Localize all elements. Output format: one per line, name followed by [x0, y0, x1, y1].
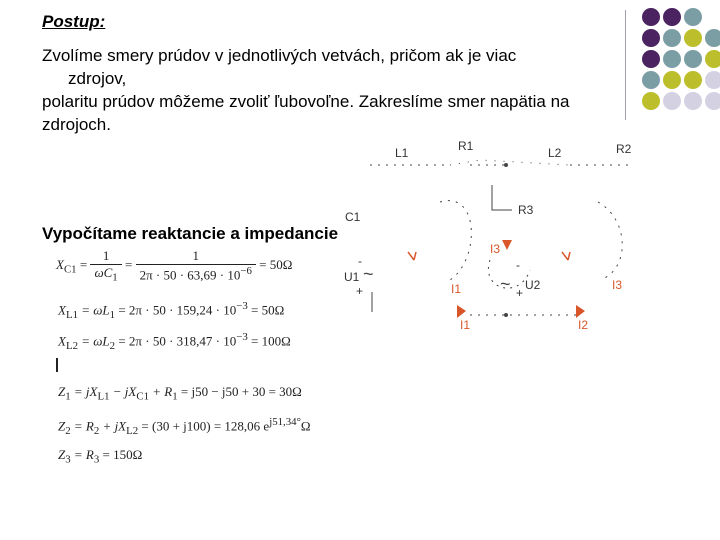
arrow-i1 [457, 305, 466, 318]
label-i2: I2 [578, 318, 589, 332]
eq-symbol: Z [58, 447, 66, 462]
eq-subscript: 2 [93, 424, 100, 437]
dot [642, 29, 660, 47]
label-r3: R3 [518, 203, 534, 217]
paragraph-line: zdrojov, [68, 69, 127, 88]
label-minus-u2: - [516, 258, 520, 272]
eq-subscript: 3 [93, 453, 100, 466]
eq-symbol: X [58, 333, 66, 349]
label-i1: I1 [460, 318, 471, 332]
eq-den-text: ωC [94, 265, 113, 280]
eq-numerator: 1 [90, 248, 121, 265]
wire-top-mid [450, 160, 570, 165]
eq-subscript: L2 [126, 424, 139, 437]
dot [663, 50, 681, 68]
dot [705, 29, 720, 47]
eq-part: = R [70, 447, 94, 462]
eq-subscript: 2 [109, 339, 116, 352]
eq-result: = (30 + j100) = 128,06 e [138, 418, 270, 434]
eq-fraction [136, 248, 256, 283]
eq-fraction [90, 248, 121, 284]
equation-z1 [58, 384, 302, 403]
eq-unit: Ω [300, 418, 311, 434]
section-subheading: Vypočítame reaktancie a impedancie [42, 224, 339, 243]
equation-z3 [58, 447, 142, 466]
eq-denominator [90, 265, 121, 284]
u1-source-tilde: ~ [363, 264, 374, 284]
dot [663, 8, 681, 26]
dot [705, 71, 720, 89]
eq-operator: = [121, 256, 136, 272]
eq-subscript: 2 [65, 424, 71, 437]
label-plus-u2: + [516, 286, 524, 300]
heading-postup: Postup: [42, 12, 106, 31]
label-c1: C1 [345, 210, 361, 224]
eq-result: = 150Ω [99, 447, 143, 462]
eq-subscript: 1 [172, 390, 178, 403]
eq-superscript: −3 [236, 300, 248, 312]
label-i1-loop: I1 [451, 282, 462, 296]
eq-subscript: L2 [65, 339, 78, 352]
loop-right [598, 202, 622, 280]
eq-result: = 50Ω [247, 302, 285, 318]
label-plus-u1: + [356, 284, 364, 298]
equation-xl1 [58, 300, 284, 321]
intro-paragraph [42, 44, 602, 136]
label-r1: R1 [458, 139, 474, 153]
eq-part: + jX [99, 418, 127, 434]
eq-symbol: Z [58, 384, 66, 399]
eq-den-text: 2π · 50 · 63,69 · 10 [139, 267, 241, 283]
wire-r3-branch [492, 185, 512, 210]
dot [684, 50, 702, 68]
eq-symbol: Z [58, 418, 66, 434]
dot [642, 71, 660, 89]
eq-subscript: 1 [65, 390, 71, 403]
eq-part: + R [148, 384, 173, 399]
eq-part: = jX [70, 384, 98, 399]
arrow-right-loop [562, 252, 570, 260]
equation-z2 [58, 416, 311, 437]
u2-source-tilde: ~ [500, 274, 511, 294]
decorative-dot-grid [620, 0, 720, 120]
eq-operator: = [76, 256, 91, 272]
paragraph-line: zdrojoch. [42, 115, 111, 134]
label-r2: R2 [616, 142, 632, 156]
dot [684, 29, 702, 47]
decorative-divider-line [625, 10, 626, 120]
eq-subscript: C1 [63, 263, 77, 276]
eq-symbol: X [56, 256, 64, 272]
eq-symbol: X [58, 302, 66, 318]
equation-xl2 [58, 331, 291, 352]
arrow-i3 [502, 240, 512, 250]
eq-subscript: 3 [65, 453, 71, 466]
eq-subscript: L1 [65, 308, 78, 321]
eq-subscript: 1 [112, 271, 118, 284]
eq-part: = R [70, 418, 94, 434]
eq-subscript: L1 [97, 390, 110, 403]
eq-part: = ωL [77, 302, 110, 318]
dot [642, 50, 660, 68]
node-top [504, 163, 508, 167]
eq-subscript: C1 [136, 390, 149, 403]
eq-result: = 50Ω [255, 256, 293, 272]
eq-part: = ωL [77, 333, 110, 349]
paragraph-line: polaritu prúdov môžeme zvoliť ľubovoľne. Zakreslíme smer napätia na [42, 92, 570, 111]
label-l1: L1 [395, 146, 409, 160]
eq-superscript: −6 [240, 265, 252, 278]
loop-left [440, 201, 471, 280]
eq-part: = 2π · 50 · 159,24 · 10 [115, 302, 237, 318]
dot [663, 71, 681, 89]
dot [684, 92, 702, 110]
dot [705, 50, 720, 68]
label-minus-u1: - [358, 254, 362, 268]
dot [684, 71, 702, 89]
eq-part: = 2π · 50 · 318,47 · 10 [115, 333, 237, 349]
text-cursor-mark [56, 358, 58, 372]
equation-xc1 [56, 248, 292, 284]
eq-result: = 100Ω [247, 333, 291, 349]
eq-numerator: 1 [136, 248, 256, 265]
dot [705, 92, 720, 110]
label-l2: L2 [548, 146, 562, 160]
dot [663, 92, 681, 110]
dot [684, 8, 702, 26]
label-u2: U2 [525, 278, 541, 292]
eq-superscript: j51,34° [269, 416, 301, 428]
label-u1: U1 [344, 270, 360, 284]
paragraph-line: Zvolíme smery prúdov v jednotlivých vetvách, pričom ak je viac [42, 46, 517, 65]
eq-superscript: −3 [236, 331, 248, 343]
label-i3: I3 [490, 242, 501, 256]
dot [663, 29, 681, 47]
eq-result: = j50 − j50 + 30 = 30Ω [177, 384, 302, 399]
dot [642, 92, 660, 110]
eq-denominator [136, 265, 256, 283]
arrow-i2 [576, 305, 585, 318]
eq-part: − jX [109, 384, 137, 399]
eq-subscript: 1 [109, 308, 116, 321]
label-i3-loop: I3 [612, 278, 623, 292]
arrow-left-loop [408, 252, 416, 260]
node-bottom [504, 313, 508, 317]
dot [642, 8, 660, 26]
circuit-diagram [330, 130, 660, 350]
